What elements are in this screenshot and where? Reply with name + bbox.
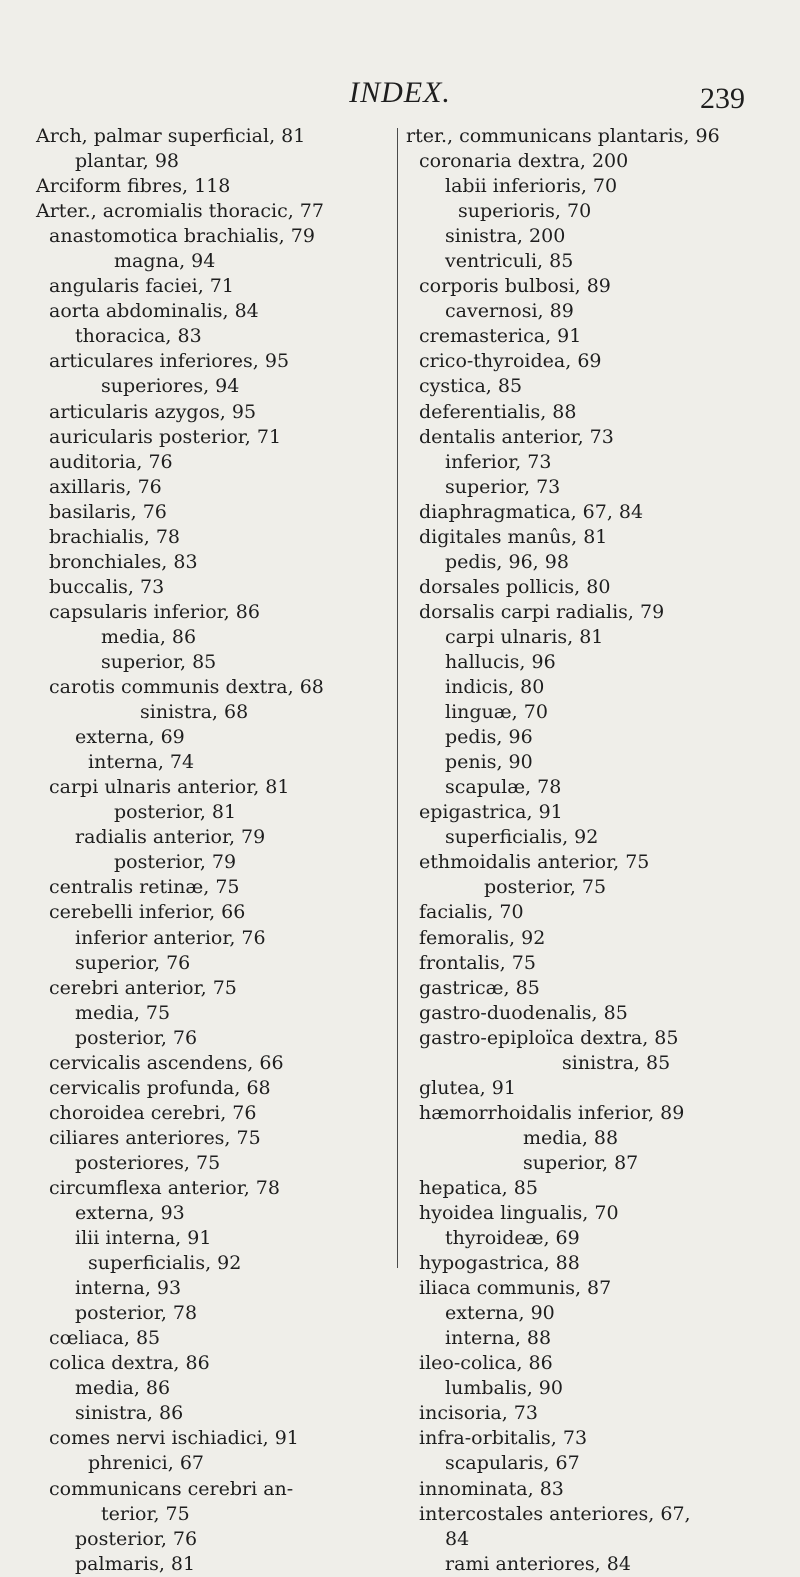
index-entry: gastro-duodenalis, 85 [419, 1001, 628, 1024]
index-entry: interna, 88 [445, 1327, 552, 1350]
index-entry: cervicalis profunda, 68 [49, 1076, 271, 1099]
index-entry: posterior, 78 [75, 1302, 198, 1325]
index-entry: frontalis, 75 [419, 951, 536, 974]
index-entry: diaphragmatica, 67, 84 [419, 500, 644, 523]
index-entry: cremasterica, 91 [419, 325, 582, 348]
index-entry: comes nervi ischiadici, 91 [49, 1427, 299, 1450]
index-entry: pedis, 96 [445, 726, 533, 749]
index-entry: posterior, 79 [114, 851, 237, 874]
index-entry: interna, 93 [75, 1277, 182, 1300]
index-entry: media, 75 [75, 1001, 171, 1024]
index-entry: auricularis posterior, 71 [49, 425, 282, 448]
index-entry: sinistra, 85 [562, 1051, 671, 1074]
index-entry: externa, 93 [75, 1202, 185, 1225]
index-entry: linguæ, 70 [445, 701, 548, 724]
index-entry: posterior, 76 [75, 1527, 198, 1550]
index-entry: superior, 73 [445, 475, 561, 498]
index-entry: aorta abdominalis, 84 [49, 300, 259, 323]
index-entry: sinistra, 86 [75, 1402, 184, 1425]
index-entry: cervicalis ascendens, 66 [49, 1051, 284, 1074]
index-entry: Arter., acromialis thoracic, 77 [36, 200, 324, 223]
index-entry: infra-orbitalis, 73 [419, 1427, 588, 1450]
index-entry: colica dextra, 86 [49, 1352, 210, 1375]
index-entry: plantar, 98 [75, 150, 180, 173]
index-entry: superior, 85 [101, 650, 217, 673]
index-entry: bronchiales, 83 [49, 550, 198, 573]
index-entry: auditoria, 76 [49, 450, 173, 473]
index-entry: innominata, 83 [419, 1477, 564, 1500]
index-entry: inferior anterior, 76 [75, 926, 266, 949]
index-entry: centralis retinæ, 75 [49, 876, 240, 899]
index-entry: superior, 87 [523, 1151, 639, 1174]
index-entry: media, 86 [101, 625, 197, 648]
index-entry: radialis anterior, 79 [75, 826, 266, 849]
index-entry: gastro-epiploïca dextra, 85 [419, 1026, 679, 1049]
index-entry: carpi ulnaris, 81 [445, 625, 604, 648]
index-entry: media, 88 [523, 1126, 619, 1149]
index-entry: anastomotica brachialis, 79 [49, 225, 315, 248]
index-entry: externa, 69 [75, 726, 185, 749]
index-entry: terior, 75 [101, 1502, 190, 1525]
index-entry: hepatica, 85 [419, 1176, 538, 1199]
index-entry: scapulæ, 78 [445, 776, 562, 799]
index-entry: superioris, 70 [458, 200, 592, 223]
index-entry: ventriculi, 85 [445, 250, 574, 273]
index-entry: sinistra, 68 [140, 701, 249, 724]
index-entry: ilii interna, 91 [75, 1227, 212, 1250]
index-entry: choroidea cerebri, 76 [49, 1101, 257, 1124]
index-entry: gastricæ, 85 [419, 976, 540, 999]
index-entry: inferior, 73 [445, 450, 552, 473]
index-entry: scapularis, 67 [445, 1452, 580, 1475]
index-entry: communicans cerebri an- [49, 1477, 294, 1500]
index-entry: posteriores, 75 [75, 1151, 221, 1174]
index-entry: phrenici, 67 [88, 1452, 205, 1475]
index-entry: dorsales pollicis, 80 [419, 575, 611, 598]
index-entry: lumbalis, 90 [445, 1377, 563, 1400]
index-entry: sinistra, 200 [445, 225, 566, 248]
index-entry: deferentialis, 88 [419, 400, 577, 423]
index-entry: corporis bulbosi, 89 [419, 275, 611, 298]
index-entry: hypogastrica, 88 [419, 1252, 580, 1275]
index-entry: hæmorrhoidalis inferior, 89 [419, 1101, 685, 1124]
index-entry: posterior, 75 [484, 876, 607, 899]
index-entry: cerebri anterior, 75 [49, 976, 237, 999]
index-entry: angularis faciei, 71 [49, 275, 234, 298]
index-entry: media, 86 [75, 1377, 171, 1400]
index-entry: articulares inferiores, 95 [49, 350, 290, 373]
index-entry: capsularis inferior, 86 [49, 600, 260, 623]
index-entry: hyoidea lingualis, 70 [419, 1202, 619, 1225]
index-entry: thoracica, 83 [75, 325, 202, 348]
index-entry: 84 [445, 1527, 470, 1550]
column-divider [397, 128, 398, 1268]
index-entry: femoralis, 92 [419, 926, 546, 949]
index-entry: axillaris, 76 [49, 475, 162, 498]
index-entry: digitales manûs, 81 [419, 525, 608, 548]
index-entry: cœliaca, 85 [49, 1327, 161, 1350]
index-entry: thyroideæ, 69 [445, 1227, 580, 1250]
index-entry: intercostales anteriores, 67, [419, 1502, 691, 1525]
index-entry: articularis azygos, 95 [49, 400, 257, 423]
index-entry: iliaca communis, 87 [419, 1277, 612, 1300]
index-entry: dentalis anterior, 73 [419, 425, 614, 448]
index-entry: indicis, 80 [445, 676, 545, 699]
index-entry: crico-thyroidea, 69 [419, 350, 602, 373]
index-entry: circumflexa anterior, 78 [49, 1176, 280, 1199]
index-entry: superficialis, 92 [88, 1252, 242, 1275]
index-entry: facialis, 70 [419, 901, 524, 924]
index-entry: posterior, 81 [114, 801, 237, 824]
index-entry: ciliares anteriores, 75 [49, 1126, 261, 1149]
index-entry: externa, 90 [445, 1302, 555, 1325]
index-entry: labii inferioris, 70 [445, 175, 618, 198]
index-entry: ileo-colica, 86 [419, 1352, 553, 1375]
index-entry: ethmoidalis anterior, 75 [419, 851, 650, 874]
index-entry: pedis, 96, 98 [445, 550, 569, 573]
index-entry: magna, 94 [114, 250, 216, 273]
index-entry: rami anteriores, 84 [445, 1552, 631, 1575]
page-header [0, 0, 800, 120]
index-entry: epigastrica, 91 [419, 801, 563, 824]
page-title: INDEX. [349, 76, 451, 109]
page-number: 239 [700, 82, 745, 115]
index-entry: carpi ulnaris anterior, 81 [49, 776, 290, 799]
index-entry: hallucis, 96 [445, 650, 556, 673]
index-entry: cerebelli inferior, 66 [49, 901, 246, 924]
index-entry: basilaris, 76 [49, 500, 167, 523]
index-entry: rter., communicans plantaris, 96 [406, 125, 720, 147]
index-entry: incisoria, 73 [419, 1402, 538, 1425]
index-entry: penis, 90 [445, 751, 533, 774]
index-column-left [36, 124, 386, 1577]
index-entry: coronaria dextra, 200 [419, 150, 629, 173]
index-entry: interna, 74 [88, 751, 195, 774]
index-entry: cavernosi, 89 [445, 300, 574, 323]
index-entry: glutea, 91 [419, 1076, 516, 1099]
index-entry: cystica, 85 [419, 375, 523, 398]
index-entry: superficialis, 92 [445, 826, 599, 849]
index-entry: Arciform fibres, 118 [36, 175, 231, 198]
index-column-right [406, 124, 786, 1577]
index-entry: dorsalis carpi radialis, 79 [419, 600, 665, 623]
index-entry: Arch, palmar superficial, 81 [36, 125, 306, 147]
index-entry: carotis communis dextra, 68 [49, 676, 324, 699]
index-entry: palmaris, 81 [75, 1552, 196, 1575]
index-entry: superiores, 94 [101, 375, 240, 398]
index-entry: superior, 76 [75, 951, 191, 974]
index-entry: brachialis, 78 [49, 525, 181, 548]
index-entry: buccalis, 73 [49, 575, 165, 598]
index-entry: posterior, 76 [75, 1026, 198, 1049]
